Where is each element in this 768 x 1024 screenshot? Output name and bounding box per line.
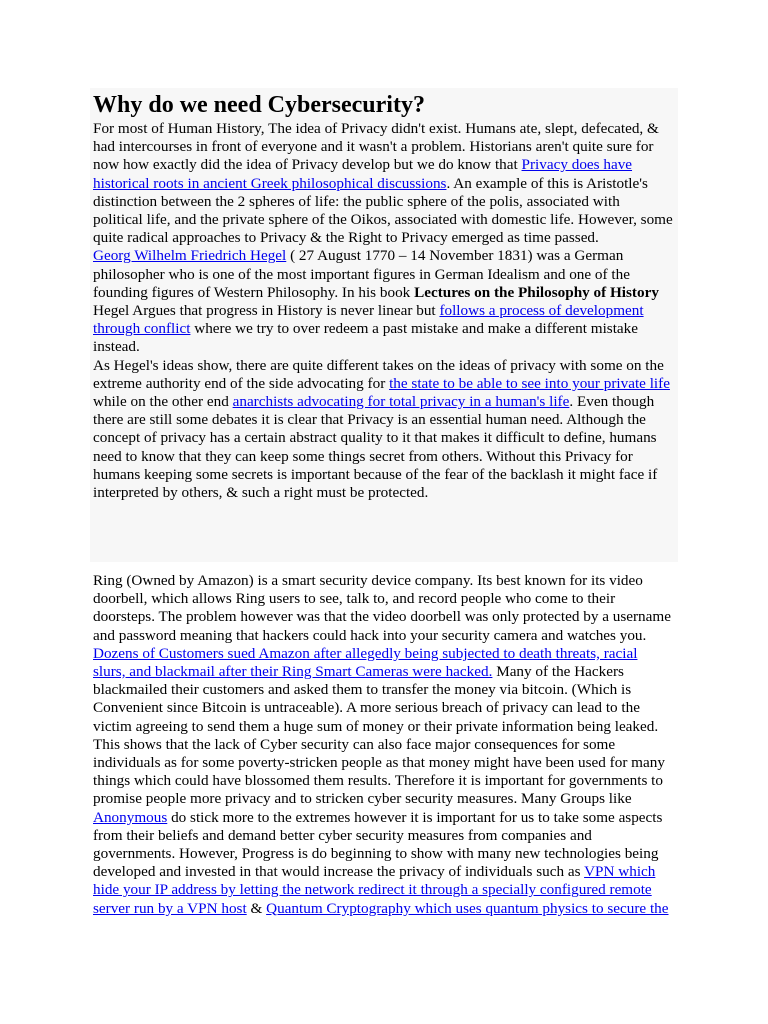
link-development-conflict[interactable]: follows a process of development through conflict [93, 302, 644, 338]
privacy-section [90, 88, 678, 562]
link-quantum-cryptography[interactable]: Quantum Cryptography which uses quantum physics to secure the [266, 899, 669, 917]
link-anarchists-privacy[interactable]: anarchists advocating for total privacy in a human's life [232, 393, 570, 411]
page-title: Why do we need Cybersecurity? [93, 92, 425, 118]
book-title: Lectures on the Philosophy of History [414, 283, 659, 301]
link-state-private-life[interactable]: the state to be able to see into your private life [389, 374, 670, 392]
ring-section-text [93, 572, 673, 918]
paragraph-privacy-history: For most of Human History, The idea of Privacy didn't exist. Humans ate, slept, defecated, & had intercourses in front of everyone and it wasn't a problem. Historians aren't quite sure for now how exactly did the idea of Privacy develop but we do know that Privacy does have historical roots in ancient Greek philosophical discussions. An example of this is Aristotle's distinction between the 2 spheres of life: the public sphere of the polis, associated with political life, and the private sphere of the Oikos, associated with domestic life. However, some quite radical approaches to Privacy & the Right to Privacy emerged as time passed. [93, 120, 673, 247]
link-anonymous[interactable]: Anonymous [93, 808, 168, 826]
link-vpn[interactable]: VPN which hide your IP address by letting the network redirect it through a specially configured remote server run by a VPN host [93, 863, 656, 917]
link-hegel[interactable]: Georg Wilhelm Friedrich Hegel [93, 247, 287, 265]
paragraph-privacy-views: As Hegel's ideas show, there are quite different takes on the ideas of privacy with some on the extreme authority end of the side advocating for the state to be able to see into your private life while on the other end anarchists advocating for total privacy in a human's life. Even though there are still some debates it is clear that Privacy is an essential human need. Although the concept of privacy has a certain abstract quality to it that makes it difficult to define, humans need to know that they can keep some things secret from others. Without this Privacy for humans keeping some secrets is important because of the fear of the backlash it might face if interpreted by others, & such a right must be protected. [93, 356, 670, 502]
link-greek-roots[interactable]: Privacy does have historical roots in ancient Greek philosophical discussions [93, 156, 633, 192]
paragraph-ring: Ring (Owned by Amazon) is a smart security device company. Its best known for its video doorbell, which allows Ring users to see, talk to, and record people who come to their doorsteps. The problem however was that the video doorbell was only protected by a username and password meaning that hackers could hack into your security camera and watches you. Dozens of Customers sued Amazon after allegedly being subjected to death threats, racial slurs, and blackmail after their Ring Smart Cameras were hacked. Many of the Hackers blackmailed their customers and asked them to transfer the money via bitcoin. (Which is Convenient since Bitcoin is untraceable). A more serious breach of privacy can lead to the victim agreeing to send them a huge sum of money or their private information being leaked. This shows that the lack of Cyber security can also face major consequences for some individuals as for some poverty-stricken people as that money might have been used for many things which could have blossomed them results. Therefore it is important for governments to promise people more privacy and to stricken cyber security measures. Many Groups like Anonymous do stick more to the extremes however it is important for us to take some aspects from their beliefs and demand better cyber security measures from companies and governments. However, Progress is do beginning to show with many new technologies being developed and invested in that would increase the privacy of individuals such as VPN which hide your IP address by letting the network redirect it through a specially configured remote server run by a VPN host & Quantum Cryptography which uses quantum physics to secure the [93, 572, 671, 917]
link-ring-lawsuit[interactable]: Dozens of Customers sued Amazon after allegedly being subjected to death threats, racial slurs, and blackmail after their Ring Smart Cameras were hacked. [93, 644, 638, 681]
paragraph-hegel: Georg Wilhelm Friedrich Hegel ( 27 August 1770 – 14 November 1831) was a German philosopher who is one of the most important figures in German Idealism and one of the founding figures of Western Philosophy. In his book Lectures on the Philosophy of History Hegel Argues that progress in History is never linear but follows a process of development through conflict where we try to over redeem a past mistake and make a different mistake instead. [93, 247, 659, 356]
privacy-section-text [93, 90, 673, 502]
